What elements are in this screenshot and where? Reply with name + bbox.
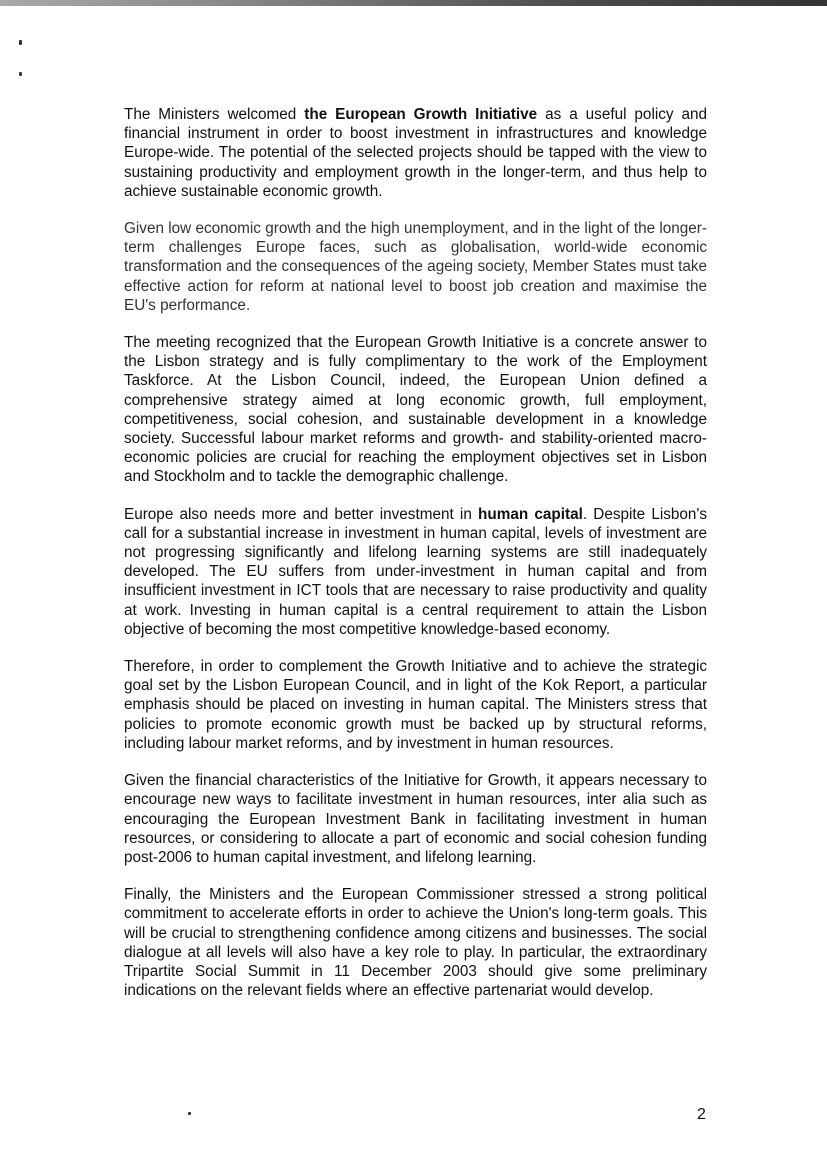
scan-speck [19, 40, 22, 45]
scan-speck [19, 72, 22, 76]
text-run: Finally, the Ministers and the European Commissioner stressed a strong political commitment to accelerate efforts in order to achieve the Union's long-term goals. This will be crucial to strengthening confidence among citizens and businesses. The social dialogue at all levels will also have a key role to play. In particular, the extraordinary Tripartite Social Summit in 11 December 2003 should give some preliminary indications on the relevant fields where an effective partenariat would develop. [124, 886, 707, 1000]
paragraph-low-growth [124, 219, 707, 315]
text-run: as a useful policy and financial instrument in order to boost investment in infrastructures and knowledge Europe-wide. The potential of the selected projects should be tapped with the view to sustaining productivity and employment growth in the longer-term, and thus help to achieve sustainable economic growth. [124, 106, 708, 200]
paragraph-human-capital [124, 505, 707, 639]
text-run: Therefore, in order to complement the Growth Initiative and to achieve the strategic goal set by the Lisbon European Council, and in light of the Kok Report, a particular emphasis should be placed on investing in human capital. The Ministers stress that policies to promote economic growth must be backed up by structural reforms, including labour market reforms, and by investment in human resources. [124, 658, 707, 752]
document-body [124, 105, 707, 1018]
paragraph-lisbon-strategy [124, 333, 707, 487]
text-run: . Despite Lisbon's call for a substantial increase in investment in human capital, levels of investment are not progressing significantly and lifelong learning systems are still inadequately developed. The EU suffers from under-investment in human capital and from insufficient investment in ICT tools that are necessary to raise productivity and quality at work. Investing in human capital is a central requirement to attain the Lisbon objective of becoming the most competitive knowledge-based economy. [124, 505, 708, 638]
text-run: The meeting recognized that the European Growth Initiative is a concrete answer to the Lisbon strategy and is fully complimentary to the work of the Employment Taskforce. At the Lisbon Council, indeed, the European Union defined a comprehensive strategy aimed at long economic growth, full employment, competitiveness, social cohesion, and sustainable development in a knowledge society. Successful labour market reforms and growth- and stability-oriented macro-economic policies are crucial for reaching the employment objectives set in Lisbon and Stockholm and to tackle the demographic challenge. [124, 334, 707, 486]
text-run: Given low economic growth and the high unemployment, and in the light of the longer-term challenges Europe faces, such as globalisation, world-wide economic transformation and the consequences of the ageing society, Member States must take effective action for reform at national level to boost job creation and maximise the EU's performance. [124, 220, 707, 314]
scan-top-border [0, 0, 827, 6]
bold-phrase: the European Growth Initiative [304, 106, 538, 123]
page-number: 2 [697, 1106, 706, 1123]
paragraph-financial-characteristics [124, 771, 707, 867]
text-run: Europe also needs more and better investment in [124, 505, 479, 523]
paragraph-growth-initiative [124, 105, 707, 201]
paragraph-complement-initiative [124, 657, 707, 753]
bold-phrase: human capital [478, 505, 583, 523]
scan-speck [188, 1112, 191, 1115]
text-run: The Ministers welcomed [124, 106, 305, 123]
text-run: Given the financial characteristics of the Initiative for Growth, it appears necessary to encourage new ways to facilitate investment in human resources, inter alia such as encouraging the European Investment Bank in facilitating investment in human resources, or considering to allocate a part of economic and social cohesion funding post-2006 to human capital investment, and lifelong learning. [124, 772, 707, 866]
paragraph-political-commitment [124, 885, 707, 1000]
